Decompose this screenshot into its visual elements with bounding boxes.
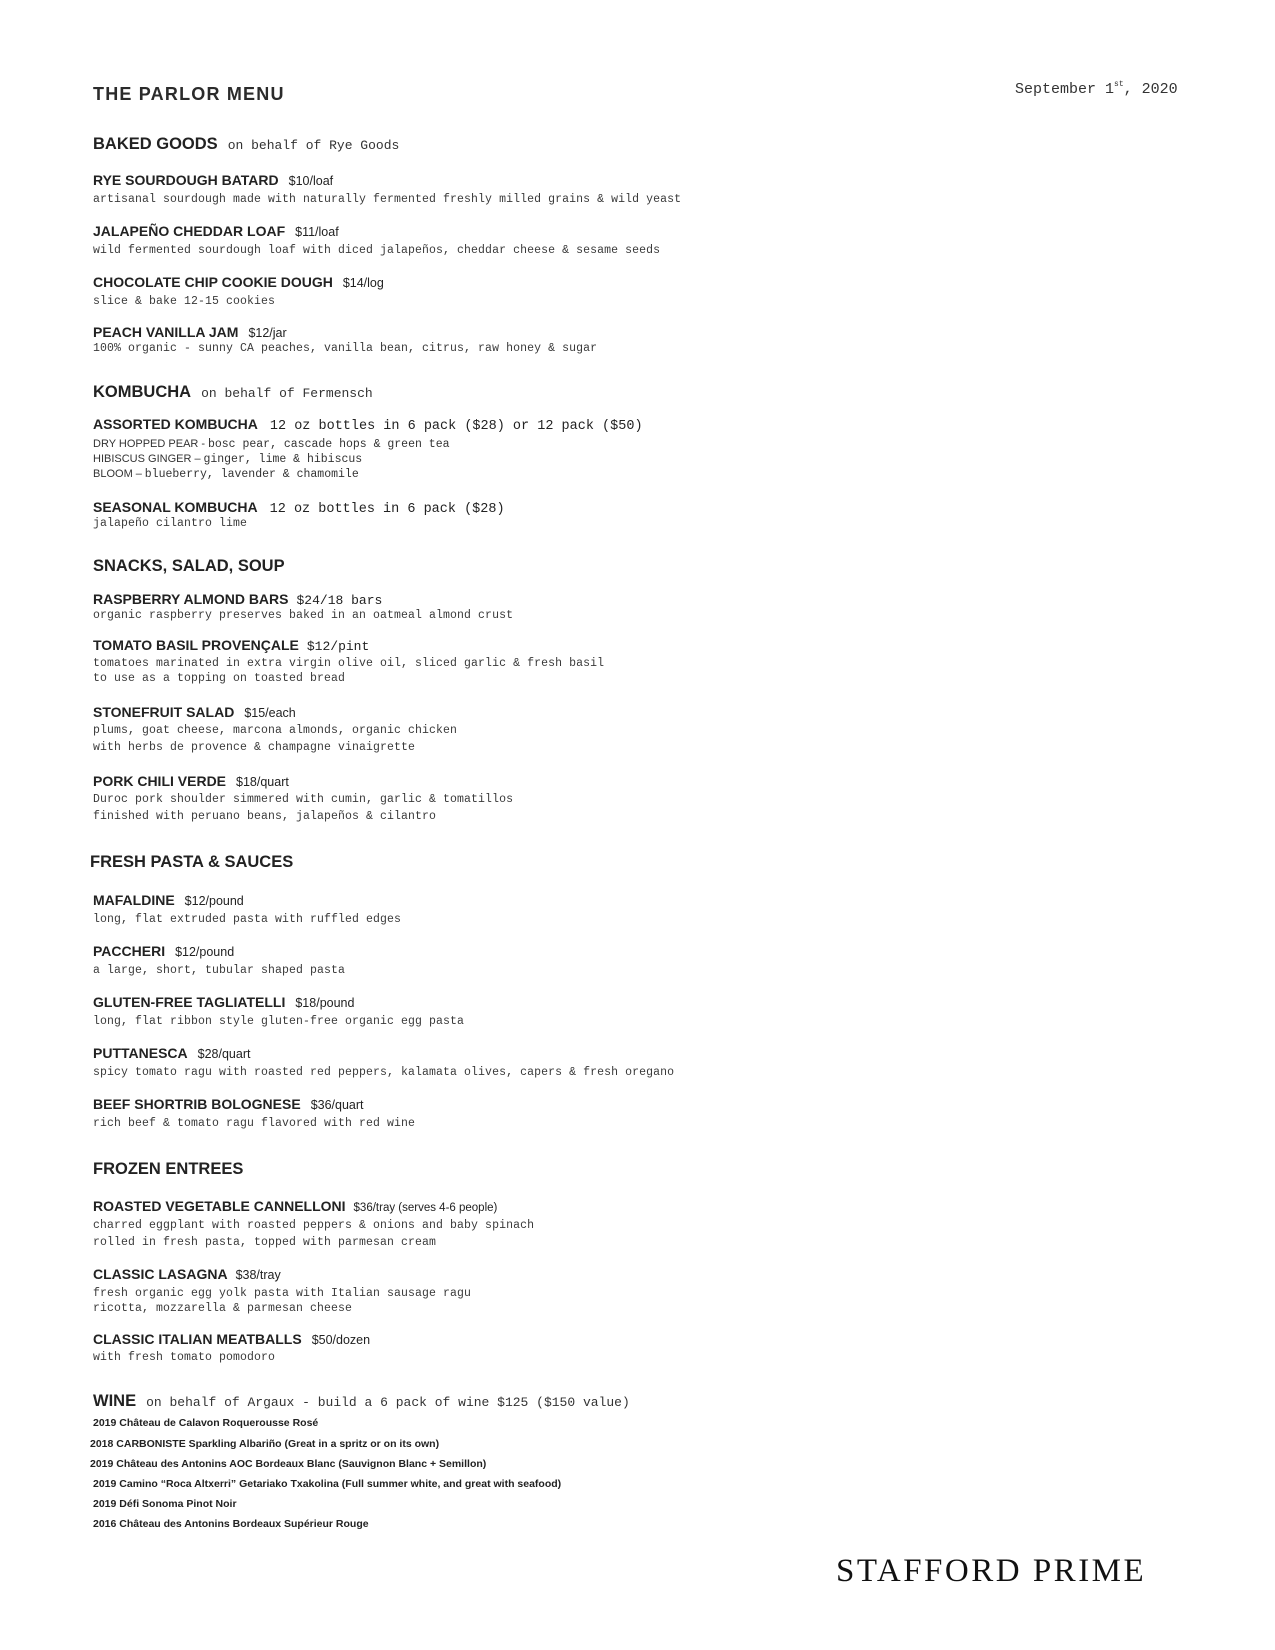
- item-name: PEACH VANILLA JAM: [93, 324, 239, 340]
- item-description: 100% organic - sunny CA peaches, vanilla bean, citrus, raw honey & sugar: [93, 342, 598, 355]
- menu-item-name: [93, 773, 289, 791]
- section-baked-goods: [93, 135, 399, 154]
- kombucha-flavor: [93, 438, 450, 451]
- item-price: $36/tray (serves 4-6 people): [353, 1202, 498, 1214]
- item-description: finished with peruano beans, jalapeños & cilantro: [93, 810, 437, 823]
- item-price: $36/quart: [310, 1098, 364, 1112]
- item-price: $28/quart: [197, 1047, 251, 1061]
- item-description: long, flat ribbon style gluten-free organic egg pasta: [93, 1015, 465, 1028]
- menu-item-name: [93, 1331, 370, 1349]
- menu-item-name: [93, 1266, 281, 1284]
- section-title: FRESH PASTA & SAUCES: [90, 853, 294, 871]
- item-name: CLASSIC ITALIAN MEATBALLS: [93, 1331, 302, 1347]
- section-title: SNACKS, SALAD, SOUP: [93, 557, 285, 575]
- menu-date: [1015, 80, 1178, 98]
- item-price: $38/tray: [235, 1268, 281, 1282]
- menu-item-name: [93, 1198, 497, 1216]
- section-wine: [93, 1392, 630, 1411]
- item-price: 12 oz bottles in 6 pack ($28): [269, 502, 505, 517]
- menu-title: THE PARLOR MENU: [93, 84, 285, 104]
- item-price: $10/loaf: [288, 174, 334, 188]
- item-name: SEASONAL KOMBUCHA: [93, 499, 258, 515]
- section-title: BAKED GOODS: [93, 135, 218, 153]
- wine-item: 2018 CARBONISTE Sparkling Albariño (Great in a spritz or on its own): [90, 1438, 440, 1450]
- item-price: $18/pound: [295, 996, 355, 1010]
- section-title: FROZEN ENTREES: [93, 1160, 244, 1178]
- menu-item-name: [93, 274, 384, 292]
- flavor-label: BLOOM –: [93, 468, 142, 480]
- item-name: BEEF SHORTRIB BOLOGNESE: [93, 1096, 301, 1112]
- item-description: jalapeño cilantro lime: [93, 517, 248, 530]
- wine-item: 2019 Château de Calavon Roquerousse Rosé: [93, 1417, 319, 1429]
- menu-item-name: [93, 499, 505, 517]
- item-price: $12/pint: [306, 639, 370, 654]
- item-description: fresh organic egg yolk pasta with Italian sausage ragu: [93, 1287, 472, 1300]
- wine-item: 2016 Château des Antonins Bordeaux Supérieur Rouge: [93, 1518, 369, 1530]
- menu-item-name: [93, 1096, 364, 1114]
- item-description: slice & bake 12-15 cookies: [93, 295, 276, 308]
- item-price: $14/log: [342, 276, 384, 290]
- wine-item: 2019 Défi Sonoma Pinot Noir: [93, 1498, 237, 1510]
- menu-item-name: [93, 943, 234, 961]
- menu-item-name: [93, 324, 287, 342]
- item-price: $12/pound: [175, 945, 235, 959]
- item-description: with herbs de provence & champagne vinaigrette: [93, 741, 416, 754]
- item-price: 12 oz bottles in 6 pack ($28) or 12 pack ($50): [269, 419, 643, 434]
- item-name: CHOCOLATE CHIP COOKIE DOUGH: [93, 274, 333, 290]
- item-price: $24/18 bars: [296, 593, 383, 608]
- menu-item-name: [93, 1045, 250, 1063]
- section-pasta: [90, 853, 293, 872]
- menu-item-name: [93, 704, 296, 722]
- item-description: tomatoes marinated in extra virgin olive oil, sliced garlic & fresh basil: [93, 657, 605, 670]
- section-title: WINE: [93, 1392, 137, 1410]
- menu-item-name: [93, 223, 339, 241]
- flavor-text: blueberry, lavender & chamomile: [144, 468, 359, 481]
- menu-item-name: [93, 637, 369, 655]
- item-description: rolled in fresh pasta, topped with parmesan cream: [93, 1236, 437, 1249]
- menu-item-name: [93, 591, 382, 609]
- item-price: $12/pound: [184, 894, 244, 908]
- section-note: on behalf of Fermensch: [201, 386, 373, 401]
- item-description: plums, goat cheese, marcona almonds, organic chicken: [93, 724, 458, 737]
- date-main: September 1: [1015, 81, 1115, 98]
- flavor-text: bosc pear, cascade hops & green tea: [207, 438, 450, 451]
- menu-item-name: [93, 994, 354, 1012]
- item-description: artisanal sourdough made with naturally fermented freshly milled grains & wild yeast: [93, 193, 682, 206]
- kombucha-flavor: [93, 453, 362, 466]
- item-description: rich beef & tomato ragu flavored with red wine: [93, 1117, 416, 1130]
- brand-logo: STAFFORD PRIME: [836, 1553, 1147, 1589]
- item-name: ASSORTED KOMBUCHA: [93, 416, 258, 432]
- item-name: STONEFRUIT SALAD: [93, 704, 235, 720]
- item-description: to use as a topping on toasted bread: [93, 672, 346, 685]
- menu-item-name: [93, 416, 643, 434]
- item-name: ROASTED VEGETABLE CANNELLONI: [93, 1198, 346, 1214]
- item-name: MAFALDINE: [93, 892, 175, 908]
- item-price: $15/each: [244, 706, 296, 720]
- item-description: charred eggplant with roasted peppers & onions and baby spinach: [93, 1219, 535, 1232]
- flavor-label: DRY HOPPED PEAR -: [93, 438, 206, 450]
- item-name: RYE SOURDOUGH BATARD: [93, 172, 279, 188]
- item-name: PUTTANESCA: [93, 1045, 188, 1061]
- item-description: with fresh tomato pomodoro: [93, 1351, 276, 1364]
- item-description: a large, short, tubular shaped pasta: [93, 964, 346, 977]
- wine-item: 2019 Château des Antonins AOC Bordeaux Blanc (Sauvignon Blanc + Semillon): [90, 1458, 487, 1470]
- flavor-label: HIBISCUS GINGER –: [93, 453, 201, 465]
- date-ordinal: st: [1114, 80, 1124, 89]
- date-year: , 2020: [1123, 81, 1178, 98]
- section-snacks: [93, 557, 285, 576]
- item-name: CLASSIC LASAGNA: [93, 1266, 228, 1282]
- section-note: on behalf of Argaux - build a 6 pack of wine $125 ($150 value): [146, 1395, 630, 1410]
- item-price: $11/loaf: [295, 225, 339, 239]
- flavor-text: ginger, lime & hibiscus: [203, 453, 363, 466]
- item-price: $12/jar: [248, 326, 287, 340]
- item-description: Duroc pork shoulder simmered with cumin, garlic & tomatillos: [93, 793, 514, 806]
- section-kombucha: [93, 383, 373, 402]
- menu-item-name: [93, 892, 244, 910]
- item-description: spicy tomato ragu with roasted red peppers, kalamata olives, capers & fresh oregano: [93, 1066, 675, 1079]
- section-frozen-entrees: [93, 1160, 243, 1179]
- wine-item: 2019 Camino “Roca Altxerri” Getariako Txakolina (Full summer white, and great with seafood): [93, 1478, 562, 1490]
- section-title: KOMBUCHA: [93, 383, 192, 401]
- item-description: wild fermented sourdough loaf with diced jalapeños, cheddar cheese & sesame seeds: [93, 244, 661, 257]
- item-name: RASPBERRY ALMOND BARS: [93, 591, 289, 607]
- item-description: organic raspberry preserves baked in an oatmeal almond crust: [93, 609, 514, 622]
- item-description: ricotta, mozzarella & parmesan cheese: [93, 1302, 353, 1315]
- item-name: JALAPEÑO CHEDDAR LOAF: [93, 223, 286, 239]
- item-name: PORK CHILI VERDE: [93, 773, 227, 789]
- item-name: GLUTEN-FREE TAGLIATELLI: [93, 994, 286, 1010]
- item-description: long, flat extruded pasta with ruffled edges: [93, 913, 402, 926]
- item-price: $18/quart: [236, 775, 289, 789]
- menu-item-name: [93, 172, 333, 190]
- section-note: on behalf of Rye Goods: [227, 138, 400, 153]
- kombucha-flavor: [93, 468, 359, 481]
- item-price: $50/dozen: [311, 1333, 371, 1347]
- item-name: PACCHERI: [93, 943, 166, 959]
- item-name: TOMATO BASIL PROVENÇALE: [93, 637, 299, 653]
